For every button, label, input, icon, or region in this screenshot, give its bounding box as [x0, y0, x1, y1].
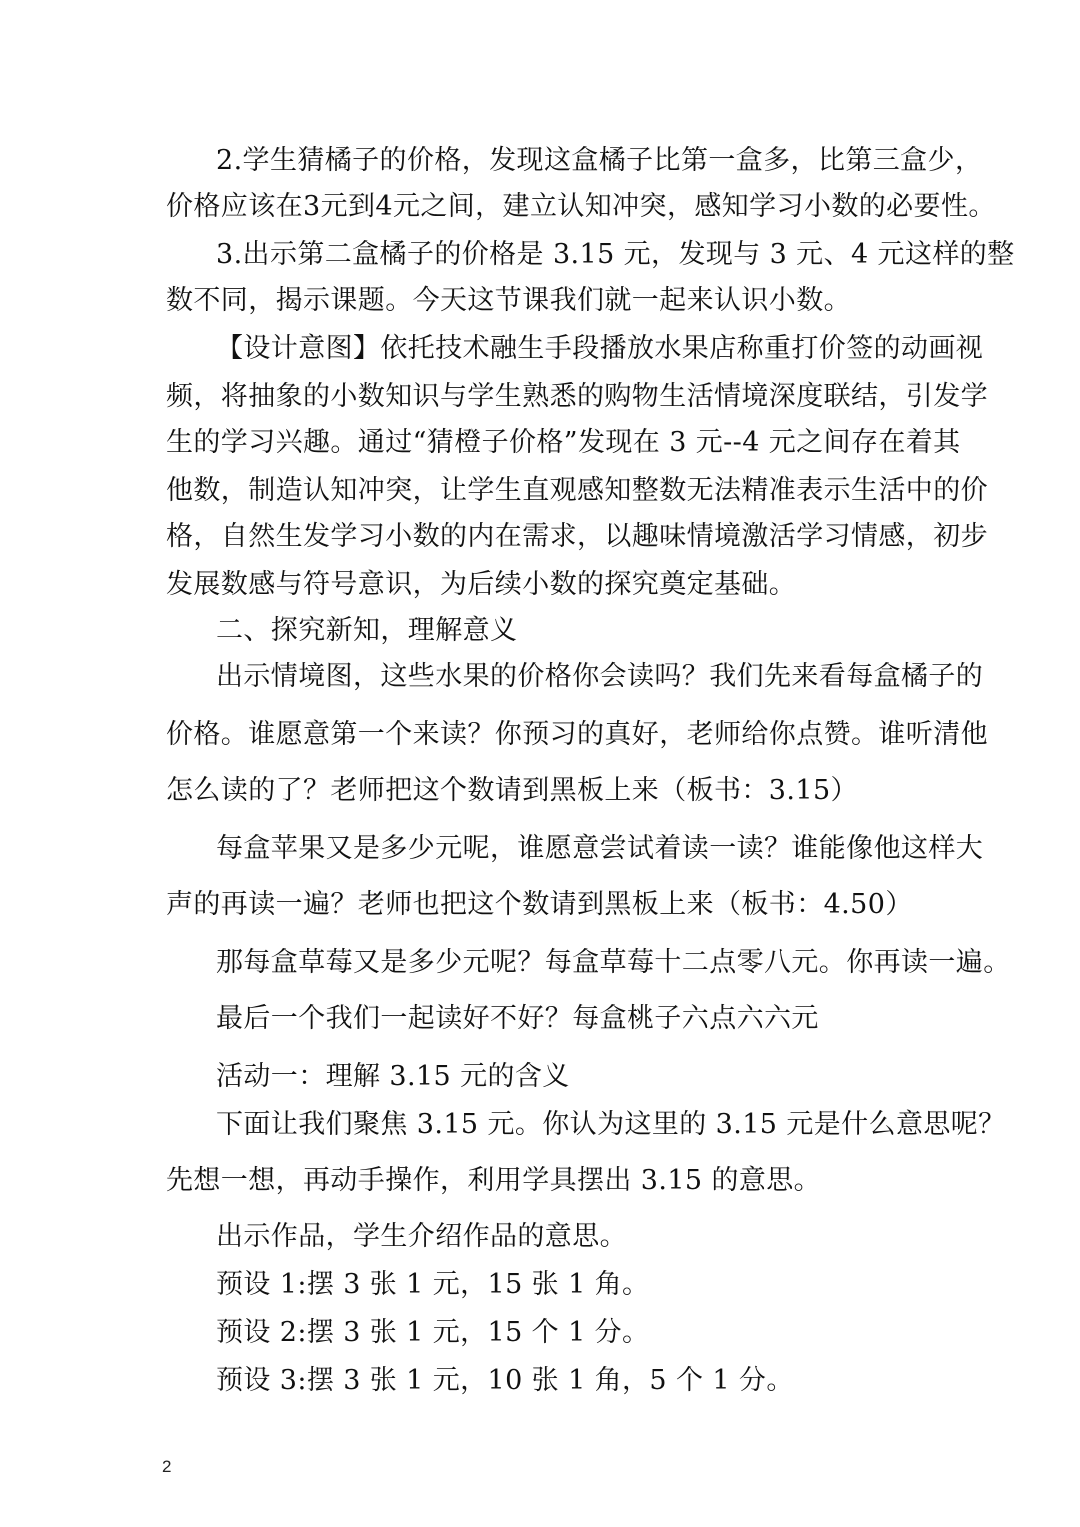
- text-line: 出示情境图，这些水果的价格你会读吗？我们先来看每盒橘子的: [216, 661, 984, 692]
- text-line: 他数，制造认知冲突，让学生直观感知整数无法精准表示生活中的价: [166, 475, 988, 506]
- preset-item: 预设 3:摆 3 张 1 元，10 张 1 角，5 个 1 分。: [216, 1365, 794, 1396]
- text-line: 声的再读一遍？老师也把这个数请到黑板上来（板书：4.50）: [166, 889, 913, 920]
- text-line: 3.出示第二盒橘子的价格是 3.15 元，发现与 3 元、4 元这样的整: [216, 239, 1015, 270]
- text-line: 出示作品，学生介绍作品的意思。: [216, 1221, 627, 1252]
- section-heading: 二、探究新知，理解意义: [216, 615, 518, 646]
- text-line: 最后一个我们一起读好不好？每盒桃子六点六六元: [216, 1003, 819, 1034]
- text-line: 怎么读的了？老师把这个数请到黑板上来（板书：3.15）: [166, 775, 858, 806]
- design-intent-line: 【设计意图】依托技术融生手段播放水果店称重打价签的动画视: [216, 333, 984, 364]
- page-number: 2: [162, 1457, 172, 1476]
- text-line: 那每盒草莓又是多少元呢？每盒草莓十二点零八元。你再读一遍。: [216, 947, 1011, 978]
- activity-heading: 活动一：理解 3.15 元的含义: [216, 1061, 570, 1092]
- text-line: 每盒苹果又是多少元呢，谁愿意尝试着读一读？谁能像他这样大: [216, 833, 984, 864]
- text-line: 价格。谁愿意第一个来读？你预习的真好，老师给你点赞。谁听清他: [166, 719, 988, 750]
- text-line: 先想一想，再动手操作，利用学具摆出 3.15 的意思。: [166, 1165, 822, 1196]
- text-line: 数不同，揭示课题。今天这节课我们就一起来认识小数。: [166, 285, 851, 316]
- text-line: 格，自然生发学习小数的内在需求，以趣味情境激活学习情感，初步: [166, 521, 988, 552]
- text-line: 频，将抽象的小数知识与学生熟悉的购物生活情境深度联结，引发学: [166, 381, 988, 412]
- text-line: 2.学生猜橘子的价格，发现这盒橘子比第一盒多，比第三盒少，: [216, 145, 983, 176]
- text-line: 价格应该在3元到4元之间，建立认知冲突，感知学习小数的必要性。: [166, 191, 996, 222]
- text-line: 生的学习兴趣。通过“猜橙子价格”发现在 3 元--4 元之间存在着其: [166, 427, 961, 458]
- preset-item: 预设 2:摆 3 张 1 元，15 个 1 分。: [216, 1317, 650, 1348]
- preset-item: 预设 1:摆 3 张 1 元，15 张 1 角。: [216, 1269, 650, 1300]
- text-line: 下面让我们聚焦 3.15 元。你认为这里的 3.15 元是什么意思呢？: [216, 1109, 1006, 1140]
- text-line: 发展数感与符号意识，为后续小数的探究奠定基础。: [166, 569, 797, 600]
